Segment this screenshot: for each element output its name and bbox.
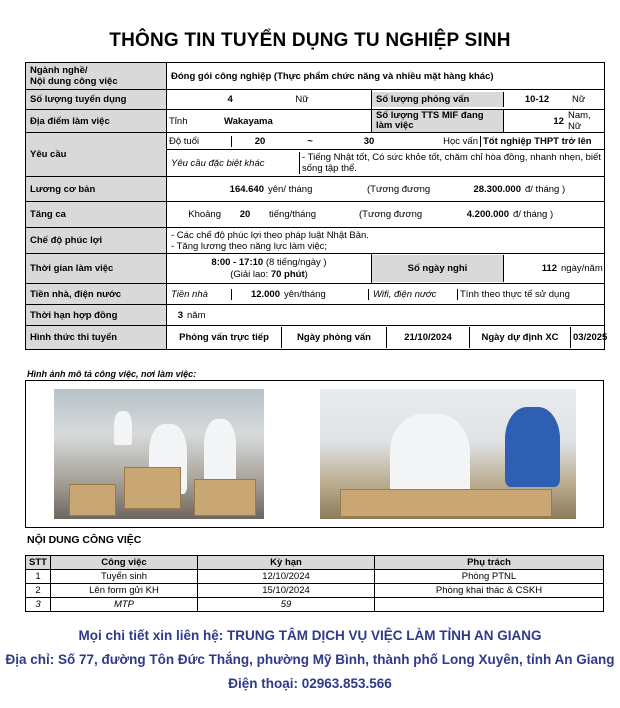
recruitment-info-table [25, 62, 608, 350]
wifi-value: Tính theo thực tế sử dụng [460, 288, 570, 300]
salary-unit: yên/ tháng [268, 183, 313, 195]
location-prefix: Tỉnh [169, 115, 188, 127]
education-value: Tốt nghiệp THPT trở lên [483, 135, 592, 147]
age-from: 20 [254, 135, 266, 147]
overtime-eq-label: (Tương đương [359, 209, 423, 220]
row-job: Tuyển sinh [51, 570, 198, 584]
work-time-label: Thời gian làm việc [26, 254, 167, 284]
exam-form-value: Phỏng vấn trực tiếp [167, 327, 282, 348]
address-line: Địa chỉ: Số 77, đường Tôn Đức Thắng, phường Mỹ Bình, thành phố Long Xuyên, tỉnh An Giang [5, 652, 615, 667]
housing-value: 12.000 [250, 288, 280, 300]
row-stt: 2 [26, 584, 51, 598]
recruit-count-label: Số lượng tuyển dụng [26, 90, 167, 110]
contact-line: Mọi chi tiết xin liên hệ: TRUNG TÂM DỊCH VỤ VIỆC LÀM TỈNH AN GIANG [78, 628, 542, 643]
image-caption: Hình ảnh mô tả công việc, nơi làm việc: [27, 369, 197, 379]
break-value: 70 phút [270, 268, 305, 280]
table-row [26, 584, 604, 598]
benefits-line2: - Tăng lương theo năng lực làm việc; [171, 240, 328, 252]
work-images-box [25, 380, 604, 528]
location-value: Wakayama [224, 115, 273, 127]
days-off-label: Số ngày nghỉ [372, 255, 503, 282]
exam-form-label: Hình thức thi tuyển [26, 326, 167, 350]
education-label: Học vấn [406, 136, 481, 147]
benefits-line1: - Các chế độ phúc lợi theo pháp luật Nhật Bản. [171, 229, 369, 241]
age-label: Độ tuổi [167, 136, 232, 147]
contract-label: Thời hạn hợp đồng [26, 305, 167, 326]
work-hours-note: (8 tiếng/ngày ) [265, 256, 327, 268]
age-sep: ~ [307, 135, 313, 147]
table-row [26, 570, 604, 584]
row-owner: Phòng PTNL [375, 570, 604, 584]
overtime-prefix: Khoảng [188, 209, 221, 220]
col-deadline: Kỳ hạn [198, 556, 375, 570]
interview-count-label: Số lượng phỏng vấn [372, 92, 503, 107]
interview-count-value: 10-12 [524, 94, 550, 105]
special-req-label: Yêu cầu đặc biệt khác [167, 152, 300, 174]
interview-count-gender: Nữ [572, 94, 586, 105]
salary-eq-label: (Tương đương [367, 183, 431, 195]
col-job: Công việc [51, 556, 198, 570]
tts-value: 12 [553, 115, 564, 127]
benefits-label: Chế độ phúc lợi [26, 228, 167, 254]
factory-photo-left [54, 389, 264, 519]
requirements-label: Yêu cầu [26, 133, 167, 177]
contract-value: 3 [177, 309, 183, 321]
row-deadline: 15/10/2024 [198, 584, 375, 598]
tts-label: Số lượng TTS MIF đang làm việc [372, 110, 503, 132]
factory-photo-right [320, 389, 576, 519]
interview-date-label: Ngày phỏng vấn [282, 327, 387, 348]
days-off-value: 112 [541, 263, 558, 274]
overtime-eq-value: 4.200.000 [466, 209, 509, 220]
special-req-value: - Tiếng Nhật tốt, Có sức khỏe tốt, chăm chỉ hòa đồng, nhanh nhẹn, biết sống tập thể. [302, 152, 601, 174]
overtime-value: 20 [239, 209, 251, 220]
departure-label: Ngày dự định XC [470, 327, 571, 348]
recruit-count-gender: Nữ [295, 94, 309, 105]
recruit-count-value: 4 [227, 94, 233, 105]
break-suffix: ) [304, 268, 308, 280]
location-label: Địa điểm làm việc [26, 110, 167, 133]
overtime-unit: tiếng/tháng [269, 209, 317, 220]
salary-value: 164.640 [229, 183, 264, 195]
wifi-label: Wifi, điện nước [369, 289, 458, 300]
phone-line: Điện thoại: 02963.853.566 [228, 676, 392, 691]
row-deadline: 59 [198, 598, 375, 612]
housing-sub: Tiền nhà [167, 289, 232, 300]
tasks-table [25, 555, 604, 612]
work-hours: 8:00 - 17:10 [211, 256, 264, 268]
col-stt: STT [26, 556, 51, 570]
days-off-unit: ngày/năm [561, 263, 603, 274]
row-deadline: 12/10/2024 [198, 570, 375, 584]
interview-date-value: 21/10/2024 [387, 327, 470, 348]
industry-value: Đóng gói công nghiệp (Thực phẩm chức năng và nhiều mặt hàng khác) [167, 63, 605, 90]
age-to: 30 [363, 135, 375, 147]
row-owner [375, 598, 604, 612]
housing-label: Tiền nhà, điện nước [26, 284, 167, 305]
page-title: THÔNG TIN TUYỂN DỤNG TU NGHIỆP SINH [109, 30, 511, 51]
salary-label: Lương cơ bản [26, 177, 167, 202]
salary-eq-value: 28.300.000 [473, 183, 521, 195]
break-prefix: (Giải lao: [230, 268, 269, 280]
overtime-eq-unit: đ/ tháng ) [513, 209, 554, 220]
housing-unit: yên/tháng [282, 289, 369, 300]
tts-gender: Nam, Nữ [567, 110, 591, 132]
contract-unit: năm [187, 309, 206, 321]
industry-label: Ngành nghề/ Nội dung công việc [26, 63, 167, 90]
row-job: Lên form gửi KH [51, 584, 198, 598]
overtime-label: Tăng ca [26, 202, 167, 228]
tasks-heading: NỘI DUNG CÔNG VIỆC [27, 534, 142, 546]
row-stt: 3 [26, 598, 51, 612]
row-stt: 1 [26, 570, 51, 584]
table-row [26, 598, 604, 612]
row-owner: Phòng khai thác & CSKH [375, 584, 604, 598]
departure-value: 03/2025 [573, 332, 608, 343]
salary-eq-unit: đ/ tháng ) [525, 183, 566, 195]
col-owner: Phụ trách [375, 556, 604, 570]
row-job: MTP [51, 598, 198, 612]
